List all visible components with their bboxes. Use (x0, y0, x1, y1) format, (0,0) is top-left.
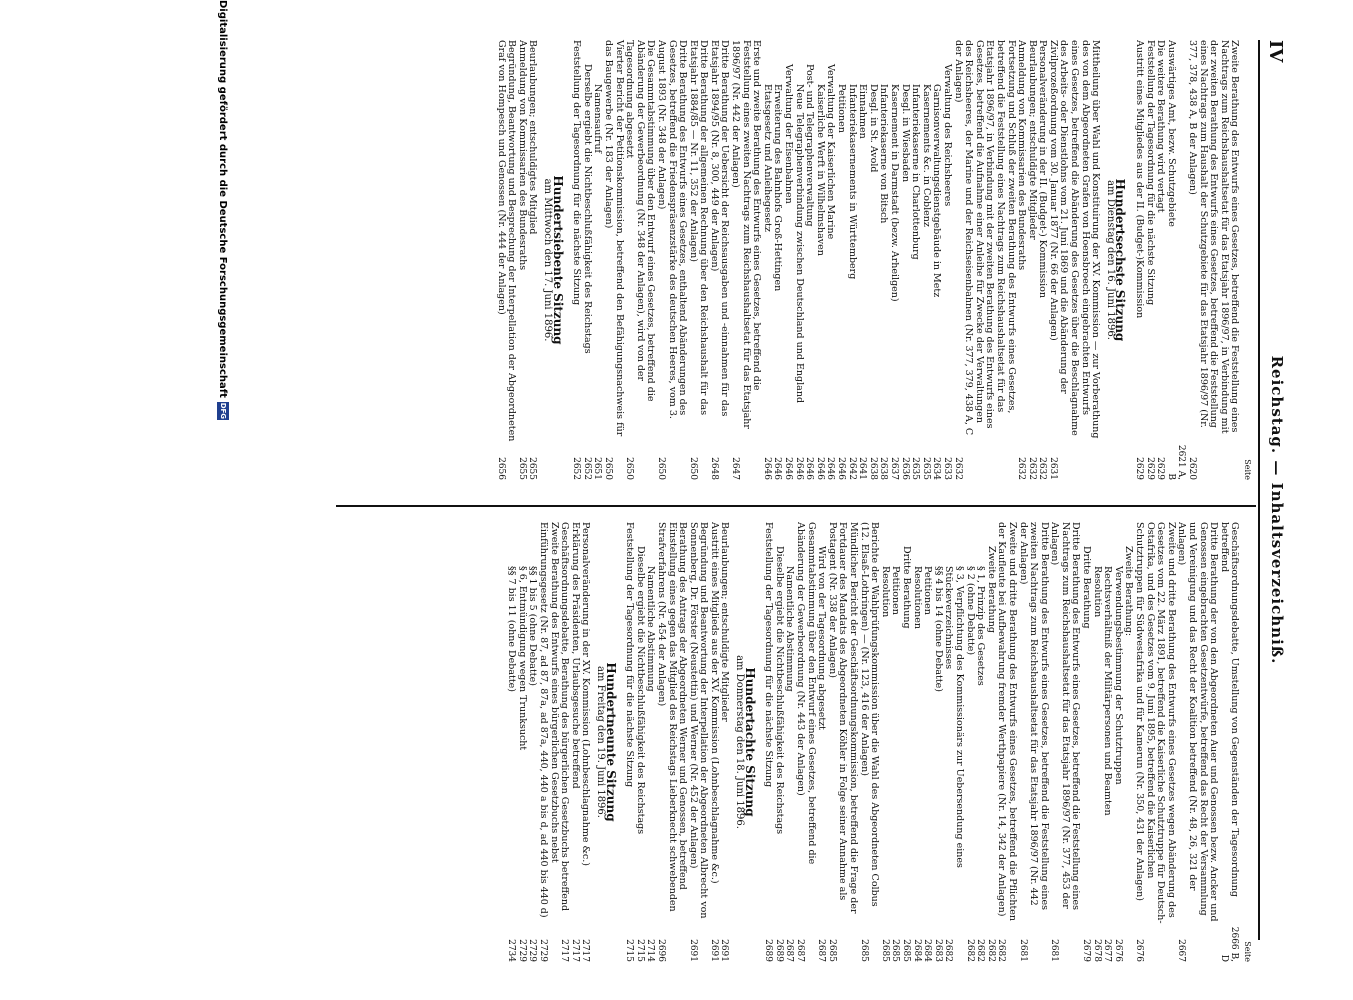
session-title: Hundertachte Sitzung (742, 667, 757, 817)
digitization-footer (212, 0, 234, 1000)
toc-entry (943, 522, 964, 962)
toc-entry-page: 2646 (836, 457, 847, 480)
toc-entry-text: Geschäftsordnungsdebatte, Berathung des bürgerlichen Gesetzbuchs betreffend (559, 522, 571, 912)
toc-entry-page: 2629 (1134, 457, 1145, 480)
toc-entry-text: Feststellung der Tagesordnung für die nächste Sitzung (571, 40, 583, 306)
toc-entry-page: 2632 (1026, 457, 1037, 480)
toc-entry-text: Personalveränderung in der II. (Budget-) Kommission (1037, 40, 1049, 299)
toc-entry-page: 2691 (719, 939, 730, 962)
toc-entry-page: 2650 (602, 457, 613, 480)
toc-entry-text: Zweite und dritte Berathung des Entwurfs eines Gesetzes wegen Abänderung des Gesetzes vom 22. März 1891, betreffend die Kaiserliche Schutztruppe für Deutsch-Ostafrika, und des Gesetzes vom 9. Juni 1895, betreffend die Kaiserlichen Schutztruppen für Südwestafrika und für Kamerun (Nr. 350, 431 der Anlagen) (1134, 522, 1177, 924)
toc-entry (655, 522, 687, 962)
toc-entry-page: 2678 (1091, 939, 1102, 962)
toc-entry-page: 2734 (506, 939, 517, 962)
right-intro-list (763, 522, 1240, 962)
toc-entry-page: 2682 (943, 939, 954, 962)
toc-entry (655, 40, 687, 480)
toc-entry-page: 2636 (899, 457, 910, 480)
toc-entry (1155, 40, 1166, 480)
toc-entry-text: Zweite Berathung (985, 546, 997, 633)
toc-entry-page: 2641 (857, 457, 868, 480)
toc-entry-text: Erklärung des Präsidenten, Urlaubsgesuche betreffend (569, 522, 581, 789)
toc-entry (592, 40, 603, 480)
toc-entry (645, 522, 656, 962)
toc-entry (1102, 522, 1113, 962)
toc-entry (772, 40, 783, 480)
column-divider (336, 505, 1256, 507)
toc-entry-page: 2652 (571, 457, 582, 480)
toc-entry (975, 522, 986, 962)
toc-entry-page: 2682 (964, 939, 975, 962)
toc-entry-text: Die weitere Berathung wird vertagt (1155, 40, 1167, 213)
toc-entry-text: Dritte Berathung des Entwurfs eines Gesetzes, betreffend die Feststellung eines Nachtrags zum Reichshaushaltsetat für das Etatsjahr 1896/97 (Nr. 377, 453 der Anlagen) (1049, 522, 1082, 911)
toc-entry-text: Verwendungsbestimmung der Schutztruppen (1112, 566, 1124, 785)
toc-entry (571, 40, 582, 480)
seite-label: Seite (1243, 941, 1252, 962)
toc-entry-text: Zweite Berathung des Entwurfs eines bürgerlichen Gesetzbuchs nebst Einführungsgesetz (Nr. 87, ad 87, 87a, ad 87a, 440, 440 a bis d, ad 440 bis 440 d) (538, 522, 560, 918)
toc-entry (888, 40, 899, 480)
toc-entry-text: Einnahmen (857, 84, 869, 139)
toc-entry-page: 2637 (889, 457, 899, 480)
toc-entry-page: 2634 (931, 457, 942, 480)
toc-entry-text: Begründung, Beantwortung und Besprechung der Interpellation der Abgeordneten Graf von Hompesch und Genossen (Nr. 444 der Anlagen) (495, 40, 518, 442)
toc-entry-page: 2684 (911, 939, 922, 962)
toc-entry-page: 2729 (538, 939, 548, 962)
toc-entry-page: 2638 (878, 457, 889, 480)
toc-entry-text: Resolution (1091, 566, 1103, 618)
toc-entry (708, 40, 729, 480)
toc-entry-page: 2652 (581, 457, 592, 480)
toc-entry-text: § 3, Verpflichtung des Kommissionärs zur Uebersendung eines Stückeverzeichnisses (943, 566, 965, 868)
toc-entry-page: 2635 (910, 457, 921, 480)
toc-entry-text: Auswärtiges Amt, bezw. Schutzgebiete (1165, 40, 1177, 227)
toc-entry (931, 40, 942, 480)
toc-entry-page: 2679 (1081, 939, 1092, 962)
digitization-note: Digitalisierung gefördert durch die Deutsche Forschungsgemeinschaft (217, 0, 229, 398)
toc-entry-text: Zweite und dritte Berathung des Entwurfs eines Gesetzes, betreffend die Pflichten der Kaufleute bei Aufbewahrung fremder Werthpapiere (Nr. 14, 342 der Anlagen) (996, 522, 1018, 922)
session-date: am Freitag den 19. Juni 1896. (594, 666, 606, 818)
toc-entry-page: 2714 (645, 939, 656, 962)
toc-entry-page: 2717 (580, 939, 591, 962)
toc-entry-text: Dieselbe ergiebt die Nichtbeschlußfähigkeit des Reichstags (773, 546, 785, 835)
toc-entry (879, 522, 890, 962)
toc-entry-text: Vierter Bericht der Petitionskommission, betreffend den Befähigungsnachweis für das Baugewerbe (Nr. 183 der Anlagen) (602, 40, 625, 437)
toc-entry (624, 40, 656, 480)
toc-entry (1123, 522, 1134, 962)
toc-entry-text: Feststellung der Tagesordnung für die nächste Sitzung (624, 522, 636, 788)
toc-entry-text: Berathung des Antrags der Abgeordneten Werner und Genossen, betreffend Einstellung eines gegen das Mitglied des Reichstags Lieberknecht schwebenden Strafverfahrens (Nr. 454 der Anlagen) (655, 522, 689, 912)
toc-entry-text: Namensaufruf (592, 84, 604, 154)
toc-entry-text: Die Gesammtabstimmung über den Entwurf eines Gesetzes, betreffend die Abänderung der Gewerbeordnung (Nr. 348 der Anlagen), wird von der Tagesordnung abgesetzt (624, 40, 657, 402)
toc-entry (1016, 40, 1027, 480)
toc-entry-text: Mündlicher Bericht der Geschäftsordnungskommission, betreffend die Frage der Fortdauer des Mandats des Abgeordneten Köhler in Folge seiner Annahme als Postagent (Nr. 338 der Anlagen) (826, 522, 860, 914)
toc-entry-text: §§ 7 bis 11 (ohne Debatte) (506, 566, 518, 692)
toc-entry (1091, 522, 1102, 962)
toc-entry-page: 2715 (634, 939, 645, 962)
session-date: am Mittwoch den 17. Juni 1896. (542, 178, 553, 342)
toc-entry-page: 2633 (941, 457, 952, 480)
toc-entry (516, 40, 527, 480)
toc-entry-text: Petitionen (922, 566, 934, 615)
toc-entry-page: 2689 (763, 939, 774, 962)
toc-entry-text: Infanteriekaserne in Charlottenburg (910, 84, 922, 260)
toc-entry-text: Beurlaubungen; entschuldigte Mitglieder (719, 522, 731, 722)
toc-entry-text: Beurlaubungen; entschuldigtes Mitglied (527, 40, 539, 235)
session-date: am Dienstag den 16. Juni 1896. (1104, 180, 1116, 340)
toc-entry-text: Dritte Berathung der allgemeinen Rechnung über den Reichshaushalt für das Etatsjahr 1884/85 — Nr. 11, 352 der Anlagen) (687, 40, 710, 416)
toc-entry-text: Petitionen (836, 84, 848, 133)
toc-entry (911, 522, 922, 962)
toc-entry (1049, 522, 1081, 962)
toc-entry-page: 2621 A, B (1165, 444, 1187, 480)
toc-entry-text: Verwaltung des Reichsheeres (941, 64, 953, 207)
toc-entry (932, 522, 943, 962)
toc-entry (1112, 522, 1123, 962)
toc-entry (708, 522, 719, 962)
toc-entry (527, 522, 538, 962)
toc-entry-page: 2677 (1102, 939, 1113, 962)
toc-entry-page: 2646 (783, 457, 794, 480)
toc-entry (793, 40, 804, 480)
toc-entry-text: Beurlaubungen; entschuldigte Mitglieder (1026, 40, 1038, 240)
toc-entry-text: Dritte Berathung der von den Abgeordneten Auer und Genossen bezw. Ancker und Genossen eingebrachten Gesetzentwürfe, betreffend das Recht der Versammlung und Vereinigung und das Recht der Koalition betreffend (Nr. 48, 26, 321 der Anlagen) (1176, 522, 1220, 922)
toc-entry-page: 2685 (879, 939, 890, 962)
toc-entry (814, 40, 825, 480)
toc-entry-text: Feststellung der Tagesordnung für die nächste Sitzung (763, 522, 775, 788)
toc-entry-text: Personalveränderung in der XV. Kommission (Lohnbeschlagnahme &c.) (580, 522, 592, 866)
toc-entry-page: 2667 (1176, 939, 1187, 962)
toc-entry (858, 522, 879, 962)
toc-entry-text: Desgl. in St. Avold (867, 84, 879, 173)
toc-entry (1047, 40, 1100, 480)
toc-entry (985, 522, 996, 962)
toc-entry-text: Dritte Berathung des Entwurfs eines Gesetzes, enthaltend Abänderungen des Gesetzes, betreffend die Friedenspräsenzstärke des deutschen Heeres, vom 3. August 1893 (Nr. 348 der Anlagen) (655, 40, 689, 419)
toc-entry-text: Derselbe ergiebt die Nichtbeschlußfähigkeit des Reichstags (581, 64, 593, 354)
toc-entry-page: 2646 (793, 457, 804, 480)
toc-entry-text: Post- und Telegraphenverwaltung (804, 64, 816, 227)
toc-entry-text: Verwaltung der Eisenbahnen (783, 64, 795, 204)
seite-label: Seite (1243, 459, 1252, 480)
toc-entry (941, 40, 952, 480)
toc-entry-text: Geschäftsordnungsdebatte, Umstellung von Gegenständen der Tagesordnung betreffend (1218, 522, 1241, 897)
toc-entry-page: 2638 (867, 457, 878, 480)
toc-entry (687, 522, 708, 962)
toc-entry-page: 2729 (516, 939, 527, 962)
toc-entry (1186, 40, 1239, 480)
toc-entry-text: Etatsgesetz und Anleihegesetz (761, 84, 773, 232)
toc-entry (922, 522, 933, 962)
toc-entry (624, 522, 635, 962)
toc-entry (1026, 40, 1037, 480)
page-header (1262, 40, 1286, 980)
toc-entry-text: Dritte Berathung (1081, 546, 1093, 629)
toc-entry-text: §§ 4 bis 14 (ohne Debatte) (932, 566, 944, 692)
toc-entry-text: Kaiserliche Werft in Wilhelmshaven (814, 84, 826, 256)
toc-entry (878, 40, 889, 480)
toc-entry (804, 40, 815, 480)
toc-entry (910, 40, 921, 480)
running-head: Reichstag. — Inhaltsverzeichniß. (1268, 355, 1286, 665)
toc-entry-page: 2717 (569, 939, 580, 962)
toc-entry-page: 2717 (559, 939, 570, 962)
toc-entry-text: Desgl. in Wiesbaden (899, 84, 911, 183)
toc-entry (1218, 522, 1239, 962)
toc-entry (952, 40, 1016, 480)
toc-entry (1037, 40, 1048, 480)
toc-entry-text: Zweite Berathung des Entwurfs eines Gesetzes, betreffend die Feststellung eines Nachtrags zum Reichshaushaltsetat für das Etatsjahr 1896/97, in Verbindung mit der zweiten Berathung des Entwurfs eines Gesetzes, betreffend die Feststellung eines Nachtrags zum Haushalt der Schutzgebiete für das Etatsjahr 1896/97 (Nr. 377, 378, 438 A, B der Anlagen) (1187, 40, 1241, 434)
left-intro-list (1133, 40, 1239, 480)
session-date: am Donnerstag den 18. Juni 1896. (734, 655, 746, 829)
toc-entry-page: 2646 (825, 457, 836, 480)
toc-entry-page: 2646 (814, 457, 825, 480)
toc-entry (537, 522, 558, 962)
toc-entry-text: Dritte Berathung des Entwurfs eines Gesetzes, betreffend die Feststellung eines zweiten Nachtrags zum Reichshaushaltsetat für das Etatsjahr 1896/97 (Nr. 442 der Anlagen) (1017, 522, 1050, 911)
left-column (495, 40, 1252, 480)
toc-entry (964, 522, 975, 962)
toc-entry-text: Wird von der Tagesordnung abgesetzt (816, 546, 828, 730)
toc-entry-page: 2650 (624, 457, 635, 480)
toc-entry-text: Namentliche Abstimmung (784, 566, 796, 692)
toc-entry (996, 522, 1017, 962)
toc-entry-text: Fortsetzung und Schluß der zweiten Berathung des Entwurfs eines Gesetzes, betreffend die Feststellung eines Nachtrags zum Reichshaushaltsetat für das Etatsjahr 1896/97, in Verbindung mit der zweiten Berathung des Entwurfs eines Gesetzes, betreffend die Aufnahme einer Anleihe für Zwecke der Verwaltungen des Reichsheeres, der Marine und der Reichseisenbahnen (Nr. 377, 379, 438 A, C der Anlagen) (952, 40, 1017, 436)
toc-entry-text: Austritt eines Mitglieds aus der XV. Kommission (Lohnbeschlagnahme &c.) (708, 522, 720, 884)
toc-entry-page: 2646 (804, 457, 815, 480)
toc-entry-page: 2647 (730, 457, 741, 480)
toc-entry (890, 522, 901, 962)
toc-entry-text: Dritte Berathung (901, 546, 912, 629)
toc-entry-page: 2646 (761, 457, 772, 480)
toc-entry-page: 2642 (846, 457, 857, 480)
session-title: Hundertsiebente Sitzung (550, 175, 565, 345)
dfg-logo: DFG (219, 402, 227, 420)
toc-entry (1144, 40, 1155, 480)
toc-entry-page: 2684 (922, 939, 933, 962)
toc-entry-page: 2655 (516, 457, 527, 480)
toc-entry-page: 2650 (687, 457, 698, 480)
session-title: Hundertneunte Sitzung (603, 662, 618, 822)
toc-entry-page: 2687 (784, 939, 795, 962)
toc-entry-text: § 6, Entmündigung wegen Trunksucht (516, 566, 528, 751)
toc-entry-text: Erste und zweite Berathung des Entwurfs eines Gesetzes, betreffend die Feststellung eines zweiten Nachtrags zum Reichshaushaltsetat für das Etatsjahr 1896/97 (Nr. 442 der Anlagen) (730, 40, 763, 429)
toc-entry-text: Austritt eines Mitgliedes aus der II. (Budget-)Kommission (1134, 40, 1146, 319)
toc-entry-page: 2651 (592, 457, 603, 480)
toc-entry-page: 2620 (1187, 457, 1198, 480)
toc-entry (602, 40, 623, 480)
toc-entry-page: 2682 (975, 939, 986, 962)
toc-entry-page: 2632 (1037, 457, 1048, 480)
toc-entry-page: 2687 (816, 939, 827, 962)
toc-entry-page: 2656 (495, 457, 506, 480)
toc-entry-page: 2696 (655, 939, 666, 962)
toc-entry (782, 40, 793, 480)
toc-entry (1133, 522, 1175, 962)
toc-entry (527, 40, 538, 480)
toc-entry-text: Petitionen (890, 566, 902, 615)
toc-entry (763, 522, 774, 962)
toc-entry-text: Berichte der Wahlprüfungskommission über die Wahl des Abgeordneten Colbus (12. Elsaß-Lothringen) — (Nr. 123, 416 der Anlagen) (858, 522, 881, 907)
toc-entry-text: Rechtsverhältniß der Militärpersonen und Beamten (1102, 566, 1114, 816)
toc-entry-text: Erweiterung des Bahnhofs Groß-Hettingen (772, 84, 784, 292)
toc-entry-page: 2629 (1144, 457, 1155, 480)
toc-entry (825, 40, 836, 480)
toc-entry (1133, 40, 1144, 480)
toc-entry (634, 522, 645, 962)
toc-entry-page: 2635 (920, 457, 931, 480)
toc-entry-text: Neue Telegraphenverbindung zwischen Deutschland und England (793, 84, 805, 404)
toc-entry (1081, 522, 1092, 962)
right-column (506, 522, 1252, 962)
toc-entry-page: 2682 (996, 939, 1007, 962)
toc-entry-text: Zweite Berathung: (1123, 546, 1135, 637)
toc-entry-text: Verwaltung der Kaiserlichen Marine (825, 64, 837, 240)
toc-entry-page: 2681 (1017, 939, 1028, 962)
toc-entry-text: §§ 1 bis 5 (ohne Debatte) (527, 566, 539, 686)
toc-entry-page: 2715 (624, 939, 635, 962)
toc-entry (784, 522, 795, 962)
toc-entry (730, 40, 762, 480)
toc-entry-text: § 2 (ohne Debatte) (964, 566, 976, 656)
toc-entry-page: 2676 (1134, 939, 1145, 962)
toc-entry-text: Infanteriekaserne von Bitsch (878, 84, 890, 224)
toc-entry-page: 2685 (858, 939, 869, 962)
header-rule (1258, 40, 1260, 940)
toc-entry-text: Dieselbe ergiebt die Nichtbeschlußfähigkeit des Reichstags (634, 546, 646, 835)
toc-entry-page: 2691 (708, 939, 719, 962)
toc-entry-text: § 1, Prinzip des Gesetzes (975, 566, 987, 686)
toc-entry-page: 2685 (826, 939, 837, 962)
toc-entry (826, 522, 858, 962)
toc-entry-text: Gesammtabstimmung über den Entwurf eines Gesetzes, betreffend die Abänderung der Gewerbeordnung (Nr. 443 der Anlagen) (795, 522, 817, 865)
session-title: Hundertsechste Sitzung (1113, 178, 1128, 342)
toc-entry (773, 522, 784, 962)
toc-entry-text: Infanteriekasernements in Württemberg (846, 84, 858, 280)
toc-entry (687, 40, 708, 480)
toc-entry (835, 40, 846, 480)
toc-entry (559, 522, 570, 962)
toc-entry-page: 2632 (1016, 457, 1027, 480)
toc-entry (495, 40, 516, 480)
toc-entry (846, 40, 857, 480)
toc-entry-page: 2685 (901, 939, 911, 962)
toc-entry (899, 40, 910, 480)
session-entries (495, 40, 537, 480)
toc-entry (816, 522, 827, 962)
toc-entry-page: 2666 B, D (1218, 926, 1240, 962)
toc-entry-page: 2655 (527, 457, 538, 480)
toc-entry-text: Mittheilung über Wahl und Konstituirung der XV. Kommission — zur Vorberathung des von dem Abgeordneten Grafen von Hoensbroech eingebrachten Entwurfs eines Gesetzes, betreffend die Abänderung des Gesetzes über die Beschlagnahme des Arbeits- oder Dienstlohns vom 21. Juni 1869 und die Abänderung der Zivilprozeßordnung vom 30. Januar 1877 (Nr. 66 der Anlagen) (1047, 40, 1102, 439)
toc-entry-page: 2729 (527, 939, 538, 962)
toc-entry-page: 2687 (795, 939, 806, 962)
toc-entry-page: 2682 (985, 939, 996, 962)
toc-entry-page: 2683 (932, 939, 943, 962)
toc-entry-page: 2629 (1155, 457, 1166, 480)
toc-entry (857, 40, 868, 480)
toc-entry (920, 40, 931, 480)
toc-entry (580, 522, 591, 962)
toc-entry-page: 2648 (708, 457, 719, 480)
toc-entry-text: Garnisonverwaltungsdienstgebäude in Metz (931, 84, 943, 298)
toc-entry-text: Resolutionen (911, 566, 923, 629)
rotated-page (200, 0, 1290, 1000)
toc-entry-text: Dritte Berathung der Uebersicht der Reichsausgaben und -einnahmen für das Etatsjahr 1894/95 (Nr. 8, 300, 449 der Anlagen) (708, 40, 731, 417)
toc-entry (794, 522, 815, 962)
toc-entry (867, 40, 878, 480)
toc-entry-text: Resolution (879, 566, 891, 618)
toc-entry-text: Namentliche Abstimmung (645, 566, 657, 692)
toc-entry (1017, 522, 1049, 962)
toc-entry-text: Kasernements &c. in Coblenz (920, 84, 932, 227)
toc-entry (1176, 522, 1218, 962)
page-number: IV (1265, 40, 1286, 63)
toc-entry-page: 2681 (1049, 939, 1060, 962)
toc-entry-text: Begründung und Beantwortung der Interpellation der Abgeordneten Albrecht von Sonnenberg, Dr. Förster (Neustettin) und Werner (Nr. 452 der Anlagen) (687, 522, 710, 919)
toc-entry-page: 2631 (1047, 457, 1058, 480)
toc-entry-text: Anmeldung von Kommissarien des Bundesraths (516, 40, 528, 271)
toc-entry-page: 2632 (952, 457, 963, 480)
toc-entry (569, 522, 580, 962)
toc-entry-text: Feststellung der Tagesordnung für die nächste Sitzung (1144, 40, 1156, 306)
toc-entry (506, 522, 517, 962)
toc-entry-text: Anmeldung von Kommissarien des Bundesraths (1016, 40, 1028, 271)
toc-entry-page: 2691 (687, 939, 698, 962)
session-entries (571, 40, 1101, 480)
toc-entry-page: 2650 (655, 457, 666, 480)
toc-entry-page: 2646 (772, 457, 783, 480)
toc-entry-page: 2689 (773, 939, 784, 962)
toc-entry-page: 2676 (1112, 939, 1123, 962)
toc-entry (719, 522, 730, 962)
toc-entry (761, 40, 772, 480)
toc-entry-text: Kasernement in Darmstadt (bezw. Arheilgen) (889, 84, 900, 302)
toc-entry-page: 2685 (890, 939, 901, 962)
toc-entry (900, 522, 911, 962)
toc-entry (581, 40, 592, 480)
session-entries (506, 522, 591, 962)
toc-entry (1165, 40, 1186, 480)
session-entries (624, 522, 730, 962)
toc-entry (516, 522, 527, 962)
